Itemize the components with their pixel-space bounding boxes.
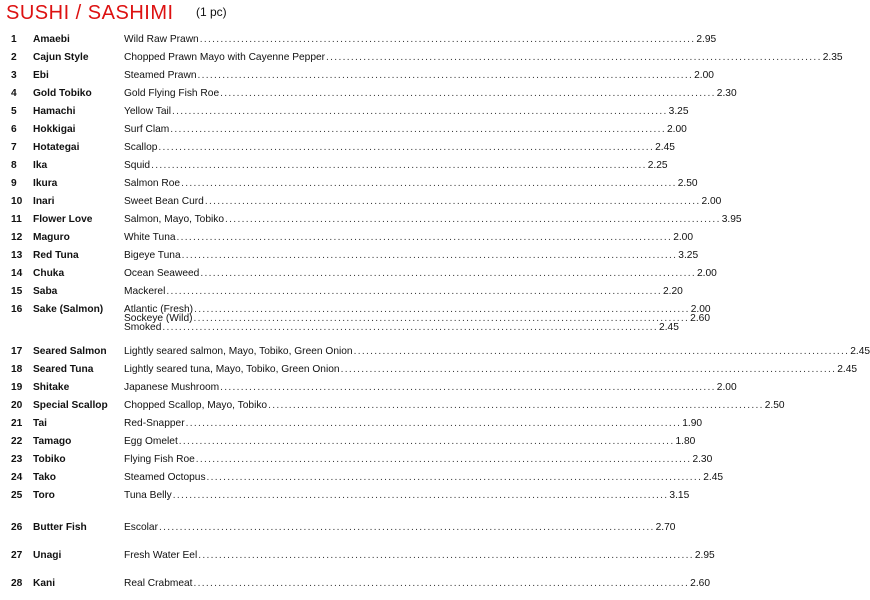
leader-dots: ........................................................................................................................: [198, 550, 694, 561]
leader-dots: ........................................................................................................................: [268, 400, 764, 411]
item-number: 24: [11, 472, 23, 483]
leader-dots: ........................................................................................................................: [220, 88, 716, 99]
item-price: 2.45: [850, 346, 870, 357]
item-price: 2.20: [662, 286, 683, 297]
item-line: [124, 472, 724, 484]
item-price: 3.95: [721, 214, 742, 225]
item-number: 17: [11, 346, 23, 357]
item-price: 2.00: [701, 196, 722, 207]
leader-dots: ........................................................................................................................: [166, 286, 662, 297]
item-name: Hotategai: [33, 142, 80, 153]
leader-dots: ........................................................................................................................: [185, 418, 682, 429]
item-price: 2.45: [837, 364, 858, 375]
item-name: Saba: [33, 286, 58, 297]
item-name: Maguro: [33, 232, 70, 243]
item-price: 2.60: [690, 313, 710, 324]
item-name: Hamachi: [33, 106, 76, 117]
leader-dots: ........................................................................................................................: [172, 490, 669, 501]
item-name: Hokkigai: [33, 124, 76, 135]
leader-dots: ........................................................................................................................: [181, 250, 678, 261]
leader-dots: ........................................................................................................................: [172, 106, 668, 117]
item-name: Ika: [33, 160, 48, 171]
item-description: Wild Raw Prawn: [124, 34, 199, 45]
item-line: [124, 436, 696, 448]
item-description: Salmon, Mayo, Tobiko: [124, 214, 225, 225]
item-description: Lightly seared tuna, Mayo, Tobiko, Green Onion: [124, 364, 340, 375]
item-price: 2.45: [703, 472, 724, 483]
item-number: 8: [11, 160, 17, 171]
item-line: [124, 578, 710, 590]
item-number: 26: [11, 522, 23, 533]
item-description: Mackerel: [124, 286, 166, 297]
item-number: 19: [11, 382, 23, 393]
leader-dots: ........................................................................................................................: [200, 268, 696, 279]
item-line: [124, 346, 870, 358]
item-description: Salmon Roe: [124, 178, 181, 189]
item-name: Red Tuna: [33, 250, 79, 261]
item-line: [124, 52, 843, 64]
item-price: 2.95: [694, 550, 715, 561]
item-name: Seared Salmon: [33, 346, 107, 357]
item-line: [124, 313, 710, 324]
item-number: 6: [11, 124, 17, 135]
item-number: 3: [11, 70, 17, 81]
item-price: 2.35: [822, 52, 843, 63]
item-price: 2.45: [659, 322, 679, 333]
item-line: [124, 490, 690, 502]
item-line: [124, 286, 683, 298]
item-number: 14: [11, 268, 23, 279]
item-description: Surf Clam: [124, 124, 170, 135]
item-number: 5: [11, 106, 17, 117]
item-number: 2: [11, 52, 17, 63]
leader-dots: ........................................................................................................................: [158, 142, 655, 153]
item-name: Tai: [33, 418, 47, 429]
item-line: [124, 522, 676, 534]
item-number: 28: [11, 578, 23, 589]
item-description: Sweet Bean Curd: [124, 196, 204, 207]
item-description: Red-Snapper: [124, 418, 185, 429]
item-line: [124, 322, 679, 333]
item-line: [124, 196, 722, 208]
leader-dots: ........................................................................................................................: [193, 313, 690, 324]
item-line: [124, 70, 714, 82]
item-description: Chopped Scallop, Mayo, Tobiko: [124, 400, 268, 411]
item-description: Bigeye Tuna: [124, 250, 181, 261]
item-number: 27: [11, 550, 23, 561]
item-name: Shitake: [33, 382, 70, 393]
item-description: Real Crabmeat: [124, 578, 193, 589]
item-description: Scallop: [124, 142, 158, 153]
item-price: 1.90: [682, 418, 703, 429]
item-price: 2.00: [690, 304, 711, 315]
item-description: Smoked: [124, 322, 162, 333]
leader-dots: ........................................................................................................................: [220, 382, 716, 393]
item-number: 12: [11, 232, 23, 243]
item-name: Cajun Style: [33, 52, 89, 63]
item-price: 2.00: [696, 268, 717, 279]
item-number: 10: [11, 196, 23, 207]
item-description: Flying Fish Roe: [124, 454, 195, 465]
item-line: [124, 250, 699, 262]
item-number: 7: [11, 142, 17, 153]
item-name: Sake (Salmon): [33, 304, 104, 315]
item-description: Egg Omelet: [124, 436, 178, 447]
item-line: [124, 418, 703, 430]
item-description: Yellow Tail: [124, 106, 172, 117]
item-number: 13: [11, 250, 23, 261]
item-line: [124, 178, 698, 190]
item-number: 25: [11, 490, 23, 501]
leader-dots: ........................................................................................................................: [193, 578, 690, 589]
item-price: 2.00: [666, 124, 687, 135]
leader-dots: ........................................................................................................................: [170, 124, 666, 135]
item-description: Squid: [124, 160, 151, 171]
leader-dots: ........................................................................................................................: [181, 178, 677, 189]
item-price: 2.25: [647, 160, 668, 171]
item-number: 18: [11, 364, 23, 375]
leader-dots: ........................................................................................................................: [197, 70, 694, 81]
item-line: [124, 364, 858, 376]
item-description: Ocean Seaweed: [124, 268, 200, 279]
item-name: Flower Love: [33, 214, 93, 225]
item-description: Atlantic (Fresh): [124, 304, 194, 315]
item-price: 2.45: [655, 142, 675, 153]
item-line: [124, 400, 785, 412]
item-name: Toro: [33, 490, 55, 501]
leader-dots: ........................................................................................................................: [194, 304, 690, 315]
item-number: 11: [11, 214, 22, 225]
leader-dots: ........................................................................................................................: [326, 52, 822, 63]
item-name: Ebi: [33, 70, 49, 81]
leader-dots: ........................................................................................................................: [176, 232, 673, 243]
item-description: Gold Flying Fish Roe: [124, 88, 220, 99]
item-name: Tako: [33, 472, 57, 483]
item-name: Gold Tobiko: [33, 88, 92, 99]
item-description: Escolar: [124, 522, 158, 533]
item-price: 2.30: [716, 88, 737, 99]
item-name: Kani: [33, 578, 56, 589]
item-line: [124, 88, 737, 100]
leader-dots: ........................................................................................................................: [353, 346, 850, 357]
leader-dots: ........................................................................................................................: [199, 34, 696, 45]
item-price: 2.60: [690, 578, 710, 589]
item-description: Japanese Mushroom: [124, 382, 220, 393]
menu-subtitle: (1 pc): [195, 5, 227, 19]
item-name: Chuka: [33, 268, 65, 279]
item-description: Sockeye (Wild): [124, 313, 193, 324]
item-line: [124, 382, 737, 394]
item-name: Ikura: [33, 178, 58, 189]
menu-title: SUSHI / SASHIMI: [6, 2, 174, 24]
leader-dots: ........................................................................................................................: [225, 214, 721, 225]
item-number: 23: [11, 454, 23, 465]
item-name: Butter Fish: [33, 522, 87, 533]
item-price: 2.30: [692, 454, 713, 465]
leader-dots: ........................................................................................................................: [340, 364, 837, 375]
leader-dots: ........................................................................................................................: [178, 436, 675, 447]
item-line: [124, 550, 715, 562]
item-description: Chopped Prawn Mayo with Cayenne Pepper: [124, 52, 326, 63]
item-number: 15: [11, 286, 23, 297]
item-line: [124, 214, 742, 226]
item-price: 1.80: [675, 436, 696, 447]
item-price: 2.50: [677, 178, 698, 189]
item-description: Steamed Prawn: [124, 70, 197, 81]
item-line: [124, 232, 694, 244]
item-name: Special Scallop: [33, 400, 108, 411]
item-line: [124, 142, 675, 154]
leader-dots: ........................................................................................................................: [206, 472, 703, 483]
leader-dots: ........................................................................................................................: [158, 522, 655, 533]
item-number: 9: [11, 178, 17, 189]
item-name: Unagi: [33, 550, 62, 561]
item-line: [124, 34, 717, 46]
item-name: Amaebi: [33, 34, 70, 45]
item-description: Tuna Belly: [124, 490, 172, 501]
item-name: Tobiko: [33, 454, 66, 465]
item-number: 1: [11, 34, 17, 45]
item-price: 2.00: [716, 382, 737, 393]
item-line: [124, 160, 668, 172]
item-price: 3.25: [668, 106, 689, 117]
item-description: Lightly seared salmon, Mayo, Tobiko, Green Onion: [124, 346, 353, 357]
item-number: 21: [11, 418, 23, 429]
item-line: [124, 124, 687, 136]
item-line: [124, 454, 713, 466]
item-description: Fresh Water Eel: [124, 550, 198, 561]
item-line: [124, 106, 689, 118]
item-price: 3.25: [678, 250, 699, 261]
item-price: 2.00: [694, 70, 714, 81]
leader-dots: ........................................................................................................................: [151, 160, 647, 171]
item-price: 2.70: [655, 522, 676, 533]
item-price: 2.50: [764, 400, 785, 411]
leader-dots: ........................................................................................................................: [195, 454, 692, 465]
item-name: Inari: [33, 196, 55, 207]
item-number: 16: [11, 304, 23, 315]
item-description: White Tuna: [124, 232, 176, 243]
item-description: Steamed Octopus: [124, 472, 206, 483]
item-name: Tamago: [33, 436, 72, 447]
item-price: 2.00: [673, 232, 694, 243]
item-number: 22: [11, 436, 23, 447]
item-line: [124, 304, 711, 315]
leader-dots: ........................................................................................................................: [204, 196, 701, 207]
item-number: 4: [11, 88, 17, 99]
menu-header: [6, 2, 406, 24]
item-price: 3.15: [669, 490, 690, 501]
item-price: 2.95: [696, 34, 717, 45]
leader-dots: ........................................................................................................................: [162, 322, 659, 333]
item-line: [124, 268, 717, 280]
item-number: 20: [11, 400, 23, 411]
item-name: Seared Tuna: [33, 364, 94, 375]
